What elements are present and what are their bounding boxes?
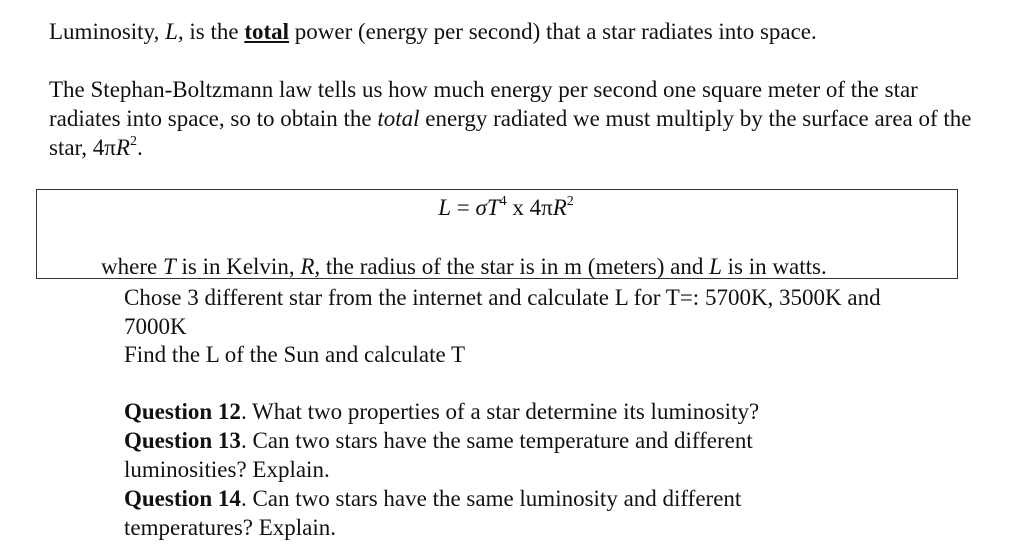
luminosity-symbol: L, (165, 19, 184, 44)
question-13-label: Question 13 (124, 428, 241, 453)
units-note-L: L (709, 254, 722, 279)
radius-symbol: R (115, 135, 130, 160)
units-note-part1: where (101, 254, 163, 279)
law-text-end: . (136, 135, 143, 160)
units-note-part4: is in watts. (721, 254, 827, 279)
law-text-part1: The Stephan-Boltzmann law tells us how much energy per second one square meter of the star radiates into space, so to obtain the (49, 77, 918, 131)
intro-text-middle: is the (183, 19, 245, 44)
radius-exponent: 2 (129, 134, 137, 150)
question-14-text: . Can two stars have the same luminosity and different temperatures? Explain. (124, 486, 742, 540)
question-12-label: Question 12 (124, 399, 241, 424)
question-13-text: . Can two stars have the same temperature and different luminosities? Explain. (124, 428, 753, 482)
formula-temperature: T (486, 195, 500, 220)
sigma-symbol: σ (475, 195, 487, 220)
formula-times: x 4π (506, 195, 553, 220)
question-14-label: Question 14 (124, 486, 241, 511)
question-12-text: . What two properties of a star determine its luminosity? (240, 399, 760, 424)
formula-lhs: L (438, 195, 451, 220)
law-text-part2: energy radiated we must multiply by the surface area of the star, 4π (49, 106, 972, 160)
task-choose-stars: Chose 3 different star from the internet and calculate L for T=: 5700K, 3500K and 7000K (124, 285, 881, 339)
units-note-T: T (162, 254, 176, 279)
luminosity-formula (37, 193, 957, 222)
questions-list (124, 397, 844, 542)
units-note-R: R, (300, 254, 321, 279)
intro-text-after: power (energy per second) that a star radiates into space. (289, 19, 817, 44)
formula-box (36, 189, 958, 279)
question-14 (124, 484, 844, 542)
formula-radius-exponent: 2 (566, 194, 574, 210)
units-note-part3: the radius of the star is in m (meters) and (320, 254, 710, 279)
formula-equals: = (450, 195, 476, 220)
temperature-exponent: 4 (499, 194, 507, 210)
formula-radius: R (552, 195, 567, 220)
units-note-part2: is in Kelvin, (175, 254, 301, 279)
total-emphasis: total (244, 19, 290, 44)
intro-text-before: Luminosity, (49, 19, 166, 44)
question-13 (124, 426, 844, 484)
intro-paragraph (49, 17, 817, 46)
total-italic: total (377, 106, 420, 131)
stefan-boltzmann-paragraph (49, 75, 979, 162)
task-sun-luminosity: Find the L of the Sun and calculate T (124, 342, 466, 367)
question-12 (124, 397, 844, 426)
units-note (101, 252, 827, 281)
